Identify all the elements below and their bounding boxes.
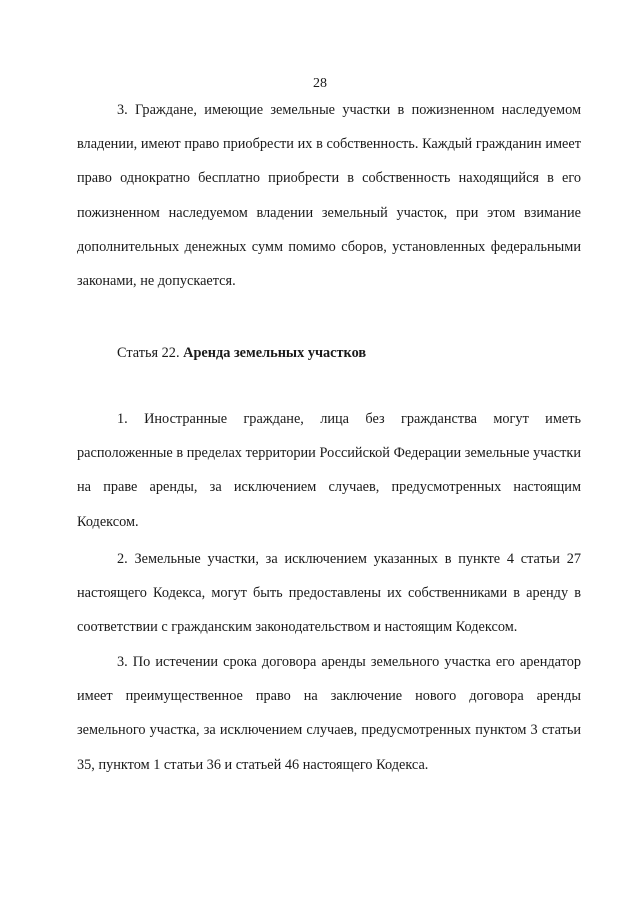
article-title: Аренда земельных участков	[183, 345, 367, 361]
article-prefix: Статья 22.	[117, 345, 180, 361]
paragraph-22-3: 3. По истечении срока договора аренды земельного участка его арендатор имеет преимущественное право на заключение нового договора аренды земельного участка, за исключением случаев, предусмотренных пунктом 3 статьи 35, пунктом 1 статьи 36 и статьей 46 настоящего Кодекса.	[77, 654, 581, 773]
article-heading	[117, 336, 366, 370]
page-number: 28	[313, 76, 327, 91]
paragraph-22-2: 2. Земельные участки, за исключением указанных в пункте 4 статьи 27 настоящего Кодекса, могут быть предоставлены их собственниками в аренду в соответствии с гражданским законодательством и настоящим Кодексом.	[77, 551, 581, 636]
paragraph-22-1: 1. Иностранные граждане, лица без гражданства могут иметь расположенные в пределах территории Российской Федерации земельные участки на праве аренды, за исключением случаев, предусмотренных настоящим Кодексом.	[77, 411, 581, 530]
paragraph-21-3: 3. Граждане, имеющие земельные участки в пожизненном наследуемом владении, имеют право приобрести их в собственность. Каждый гражданин имеет право однократно бесплатно приобрести в собственность находящийся в его пожизненном наследуемом владении земельный участок, при этом взимание дополнительных денежных сумм помимо сборов, установленных федеральными законами, не допускается.	[77, 102, 581, 290]
